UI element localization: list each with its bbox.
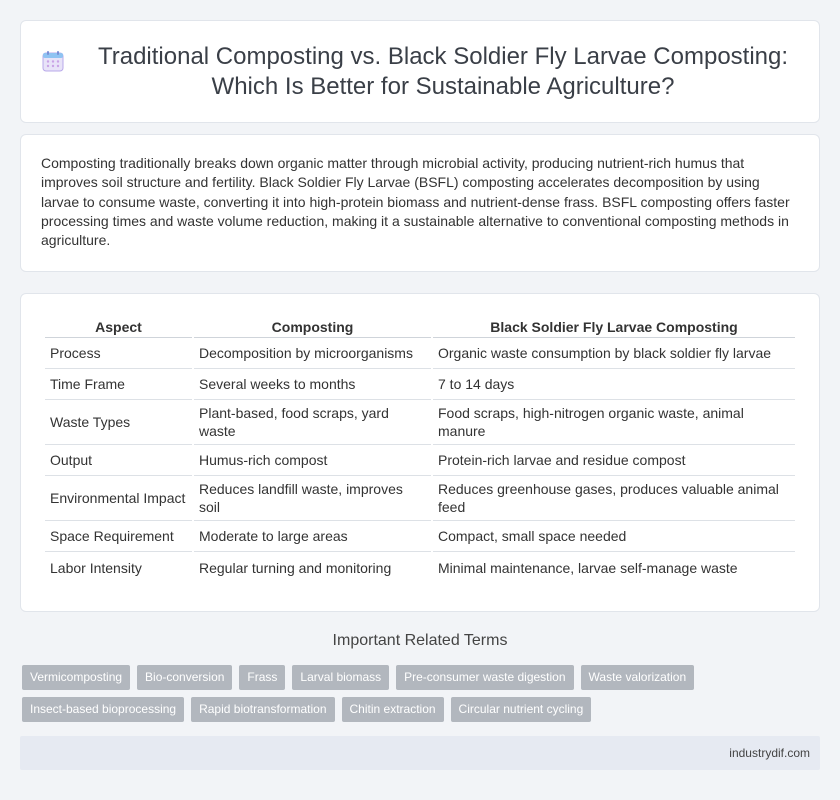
table-cell: Compact, small space needed [433,521,795,552]
related-term-tag[interactable]: Chitin extraction [342,697,444,722]
table-cell: Labor Intensity [50,559,142,576]
related-terms-heading: Important Related Terms [332,632,508,649]
table-cell: Environmental Impact [45,476,192,521]
table-cell: Organic waste consumption by black soldier fly larvae [433,338,795,369]
related-term-tag[interactable]: Circular nutrient cycling [451,697,592,722]
table-cell: 7 to 14 days [433,369,795,400]
column-header-aspect: Aspect [45,314,192,338]
table-row [45,445,795,476]
comparison-card [20,293,820,612]
table-cell: Food scraps, high-nitrogen organic waste, animal manure [433,400,795,445]
related-term-tag[interactable]: Vermicomposting [22,665,130,690]
related-term-tag[interactable]: Insect-based bioprocessing [22,697,184,722]
related-term-tag[interactable]: Larval biomass [292,665,389,690]
related-term-tag[interactable]: Waste valorization [581,665,695,690]
calendar-icon [41,49,65,73]
header-card [20,20,820,123]
table-row [45,369,795,400]
table-cell: Decomposition by microorganisms [194,338,431,369]
related-terms-list [22,665,822,729]
intro-paragraph: Composting traditionally breaks down organic matter through microbial activity, producing nutrient-rich humus that improves soil structure and fertility. Black Soldier Fly Larvae (BSFL) composting accelerates decomposition by using larvae to consume waste, converting it into high-protein biomass and nutrient-dense frass. BSFL composting offers faster processing times and waste volume reduction, making it a sustainable alternative to conventional composting methods in agriculture. [41,155,790,249]
table-cell: Minimal maintenance, larvae self-manage waste [438,559,738,576]
table-cell: Time Frame [45,369,192,400]
table-cell: Moderate to large areas [194,521,431,552]
table-row [45,338,795,369]
table-cell: Protein-rich larvae and residue compost [433,445,795,476]
footer [20,736,820,770]
related-term-tag[interactable]: Bio-conversion [137,665,232,690]
table-cell: Waste Types [45,400,192,445]
table-cell: Space Requirement [45,521,192,552]
table-cell: Regular turning and monitoring [199,559,392,576]
column-header-bsfl: Black Soldier Fly Larvae Composting [433,314,795,338]
comparison-table [43,314,797,583]
table-cell: Output [45,445,192,476]
intro-card [20,134,820,272]
table-row [45,552,795,583]
related-term-tag[interactable]: Frass [239,665,285,690]
table-cell: Plant-based, food scraps, yard waste [194,400,431,445]
table-row [45,521,795,552]
table-cell: Reduces greenhouse gases, produces valuable animal feed [433,476,795,521]
table-row [45,476,795,521]
table-cell: Process [45,338,192,369]
table-header-row [45,314,795,338]
footer-site-link[interactable]: industrydif.com [729,746,810,760]
page-title: Traditional Composting vs. Black Soldier Fly Larvae Composting: Which Is Better for Sustainable Agriculture? [97,42,789,100]
table-cell: Humus-rich compost [194,445,431,476]
column-header-composting: Composting [194,314,431,338]
table-cell: Reduces landfill waste, improves soil [194,476,431,521]
table-cell: Several weeks to months [194,369,431,400]
table-row [45,400,795,445]
related-term-tag[interactable]: Pre-consumer waste digestion [396,665,573,690]
related-term-tag[interactable]: Rapid biotransformation [191,697,334,722]
